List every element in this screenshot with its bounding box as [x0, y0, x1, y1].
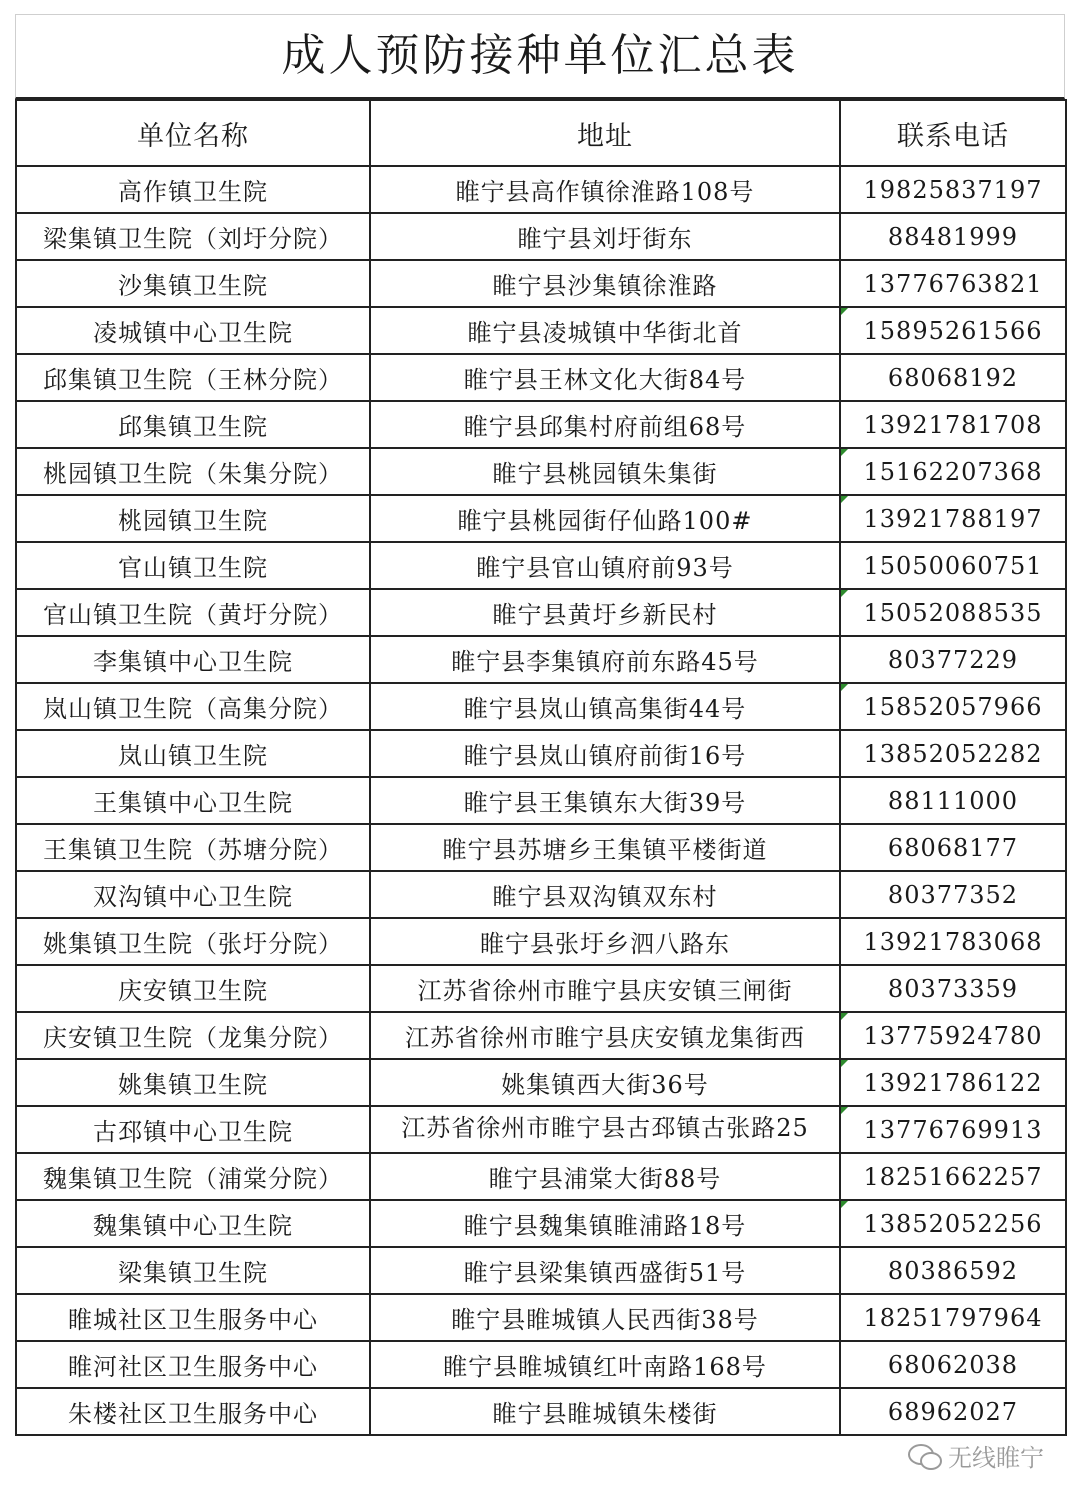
- phone-cell: 18251662257: [840, 1153, 1066, 1200]
- phone-cell: 15162207368: [840, 448, 1066, 495]
- table-row: [16, 683, 1066, 730]
- table-row: [16, 1388, 1066, 1435]
- table-row: [16, 213, 1066, 260]
- phone-cell: 80386592: [840, 1247, 1066, 1294]
- phone-cell: 88481999: [840, 213, 1066, 260]
- header-address: 地址: [370, 100, 840, 166]
- table-row: [16, 1106, 1066, 1153]
- phone-cell: 68962027: [840, 1388, 1066, 1435]
- table-row: [16, 448, 1066, 495]
- address-cell: 睢宁县王集镇东大街39号: [370, 777, 840, 824]
- unit-name-cell: 高作镇卫生院: [16, 166, 370, 213]
- address-cell: 睢宁县王林文化大街84号: [370, 354, 840, 401]
- table-row: [16, 1341, 1066, 1388]
- address-cell: 睢宁县刘圩街东: [370, 213, 840, 260]
- unit-name-cell: 庆安镇卫生院（龙集分院）: [16, 1012, 370, 1059]
- address-cell: 睢宁县凌城镇中华街北首: [370, 307, 840, 354]
- header-unit-name: 单位名称: [16, 100, 370, 166]
- table-row: [16, 495, 1066, 542]
- unit-name-cell: 凌城镇中心卫生院: [16, 307, 370, 354]
- table-row: [16, 1059, 1066, 1106]
- unit-name-cell: 桃园镇卫生院: [16, 495, 370, 542]
- table-row: [16, 589, 1066, 636]
- unit-name-cell: 王集镇中心卫生院: [16, 777, 370, 824]
- cell-corner-mark: [841, 496, 848, 503]
- address-cell: 睢宁县张圩乡泗八路东: [370, 918, 840, 965]
- unit-name-cell: 睢城社区卫生服务中心: [16, 1294, 370, 1341]
- address-cell: 睢宁县李集镇府前东路45号: [370, 636, 840, 683]
- unit-name-cell: 古邳镇中心卫生院: [16, 1106, 370, 1153]
- phone-cell: 80377229: [840, 636, 1066, 683]
- watermark: [908, 1438, 1044, 1473]
- phone-cell: 15052088535: [840, 589, 1066, 636]
- phone-cell: 13921783068: [840, 918, 1066, 965]
- unit-name-cell: 魏集镇卫生院（浦棠分院）: [16, 1153, 370, 1200]
- table-row: [16, 542, 1066, 589]
- page-title: 成人预防接种单位汇总表: [281, 30, 799, 81]
- table-row: [16, 260, 1066, 307]
- table-row: [16, 1294, 1066, 1341]
- table-row: [16, 354, 1066, 401]
- table-row: [16, 918, 1066, 965]
- phone-cell: 15050060751: [840, 542, 1066, 589]
- phone-cell: 13852052256: [840, 1200, 1066, 1247]
- unit-name-cell: 梁集镇卫生院: [16, 1247, 370, 1294]
- unit-name-cell: 官山镇卫生院: [16, 542, 370, 589]
- table-row: [16, 730, 1066, 777]
- table-row: [16, 307, 1066, 354]
- phone-cell: 13775924780: [840, 1012, 1066, 1059]
- table-row: [16, 1012, 1066, 1059]
- phone-cell: 13776769913: [840, 1106, 1066, 1153]
- address-cell: 睢宁县睢城镇朱楼街: [370, 1388, 840, 1435]
- address-cell: 睢宁县双沟镇双东村: [370, 871, 840, 918]
- header-phone: 联系电话: [840, 100, 1066, 166]
- phone-cell: 13921781708: [840, 401, 1066, 448]
- address-cell: 睢宁县桃园镇朱集街: [370, 448, 840, 495]
- address-cell: 睢宁县梁集镇西盛街51号: [370, 1247, 840, 1294]
- table-row: [16, 166, 1066, 213]
- unit-name-cell: 沙集镇卫生院: [16, 260, 370, 307]
- phone-cell: 19825837197: [840, 166, 1066, 213]
- address-cell: 江苏省徐州市睢宁县古邳镇古张路25: [370, 1106, 840, 1153]
- phone-cell: 68068177: [840, 824, 1066, 871]
- cell-corner-mark: [841, 1201, 848, 1208]
- phone-cell: 13852052282: [840, 730, 1066, 777]
- address-cell: 睢宁县岚山镇高集街44号: [370, 683, 840, 730]
- unit-name-cell: 桃园镇卫生院（朱集分院）: [16, 448, 370, 495]
- table-row: [16, 1200, 1066, 1247]
- watermark-text: 无线睢宁: [948, 1444, 1044, 1472]
- table-row: [16, 871, 1066, 918]
- address-cell: 睢宁县桃园街仔仙路100#: [370, 495, 840, 542]
- header-row: [16, 100, 1066, 166]
- unit-name-cell: 姚集镇卫生院（张圩分院）: [16, 918, 370, 965]
- cell-corner-mark: [841, 590, 848, 597]
- address-cell: 江苏省徐州市睢宁县庆安镇三闸街: [370, 965, 840, 1012]
- address-cell: 睢宁县高作镇徐淮路108号: [370, 166, 840, 213]
- cell-corner-mark: [841, 308, 848, 315]
- unit-name-cell: 朱楼社区卫生服务中心: [16, 1388, 370, 1435]
- table-body: [16, 166, 1066, 1435]
- summary-sheet: [15, 14, 1065, 1436]
- address-cell: 睢宁县睢城镇红叶南路168号: [370, 1341, 840, 1388]
- address-cell: 睢宁县魏集镇睢浦路18号: [370, 1200, 840, 1247]
- unit-name-cell: 双沟镇中心卫生院: [16, 871, 370, 918]
- address-cell: 睢宁县浦棠大街88号: [370, 1153, 840, 1200]
- phone-cell: 15895261566: [840, 307, 1066, 354]
- unit-name-cell: 庆安镇卫生院: [16, 965, 370, 1012]
- phone-cell: 68068192: [840, 354, 1066, 401]
- unit-name-cell: 姚集镇卫生院: [16, 1059, 370, 1106]
- phone-cell: 13921786122: [840, 1059, 1066, 1106]
- address-cell: 睢宁县沙集镇徐淮路: [370, 260, 840, 307]
- cell-corner-mark: [841, 449, 848, 456]
- phone-cell: 80373359: [840, 965, 1066, 1012]
- address-cell: 睢宁县黄圩乡新民村: [370, 589, 840, 636]
- title-row: [15, 14, 1065, 99]
- phone-cell: 88111000: [840, 777, 1066, 824]
- unit-name-cell: 岚山镇卫生院（高集分院）: [16, 683, 370, 730]
- cell-corner-mark: [841, 1013, 848, 1020]
- unit-name-cell: 王集镇卫生院（苏塘分院）: [16, 824, 370, 871]
- cell-corner-mark: [841, 684, 848, 691]
- phone-cell: 13921788197: [840, 495, 1066, 542]
- address-cell: 睢宁县岚山镇府前街16号: [370, 730, 840, 777]
- table-row: [16, 401, 1066, 448]
- unit-name-cell: 李集镇中心卫生院: [16, 636, 370, 683]
- phone-cell: 80377352: [840, 871, 1066, 918]
- phone-cell: 13776763821: [840, 260, 1066, 307]
- address-cell: 江苏省徐州市睢宁县庆安镇龙集街西: [370, 1012, 840, 1059]
- table-row: [16, 1153, 1066, 1200]
- table-row: [16, 636, 1066, 683]
- unit-name-cell: 岚山镇卫生院: [16, 730, 370, 777]
- phone-cell: 15852057966: [840, 683, 1066, 730]
- unit-name-cell: 睢河社区卫生服务中心: [16, 1341, 370, 1388]
- unit-name-cell: 梁集镇卫生院（刘圩分院）: [16, 213, 370, 260]
- address-cell: 睢宁县睢城镇人民西街38号: [370, 1294, 840, 1341]
- table-row: [16, 777, 1066, 824]
- table-row: [16, 824, 1066, 871]
- unit-name-cell: 邱集镇卫生院: [16, 401, 370, 448]
- address-cell: 睢宁县官山镇府前93号: [370, 542, 840, 589]
- address-cell: 睢宁县苏塘乡王集镇平楼街道: [370, 824, 840, 871]
- phone-cell: 68062038: [840, 1341, 1066, 1388]
- table-row: [16, 965, 1066, 1012]
- cell-corner-mark: [841, 1060, 848, 1067]
- address-cell: 睢宁县邱集村府前组68号: [370, 401, 840, 448]
- phone-cell: 18251797964: [840, 1294, 1066, 1341]
- unit-name-cell: 邱集镇卫生院（王林分院）: [16, 354, 370, 401]
- unit-name-cell: 魏集镇中心卫生院: [16, 1200, 370, 1247]
- unit-name-cell: 官山镇卫生院（黄圩分院）: [16, 589, 370, 636]
- table-row: [16, 1247, 1066, 1294]
- cell-corner-mark: [841, 1107, 848, 1114]
- address-cell: 姚集镇西大街36号: [370, 1059, 840, 1106]
- wechat-icon: [908, 1442, 942, 1470]
- units-table: [15, 99, 1067, 1436]
